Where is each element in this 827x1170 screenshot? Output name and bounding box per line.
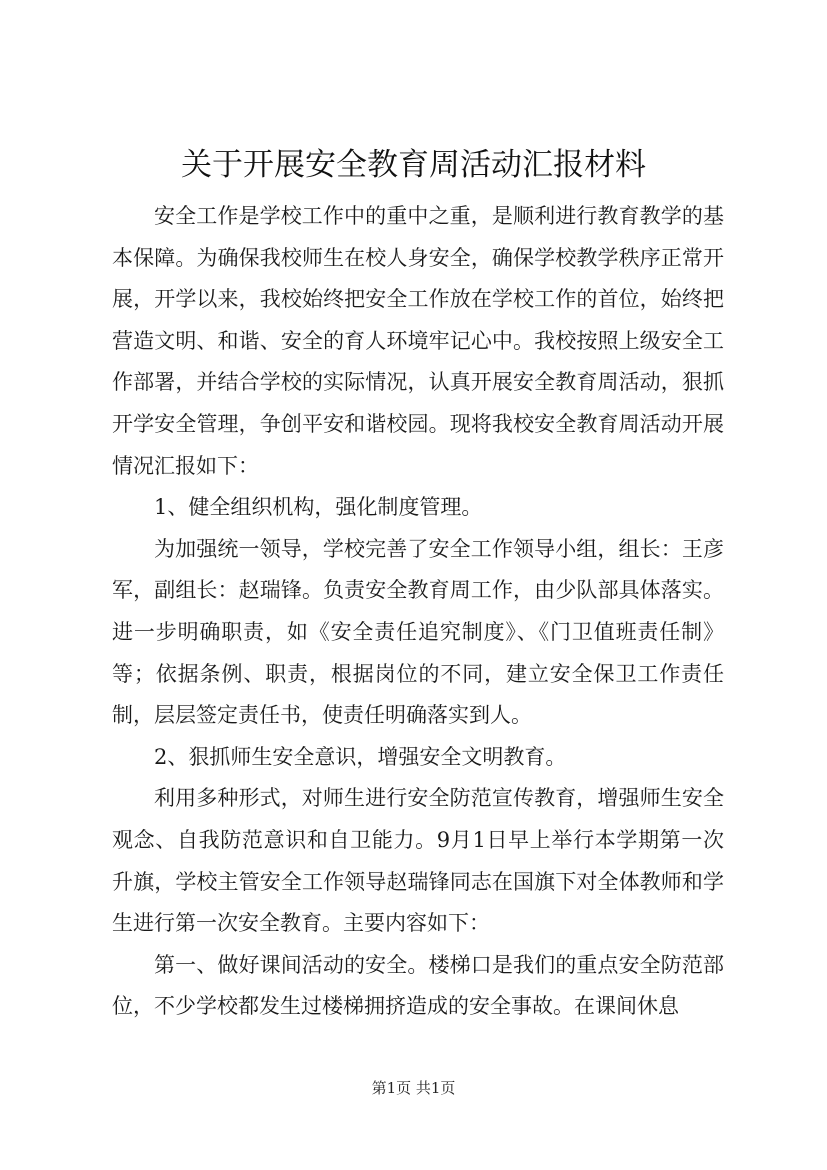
section-heading-1: 1、健全组织机构，强化制度管理。 xyxy=(154,495,483,520)
section-heading-2: 2、狠抓师生安全意识，增强安全文明教育。 xyxy=(154,744,567,769)
paragraph-first-item: 第一、做好课间活动的安全。楼梯口是我们的重点安全防范部位，不少学校都发生过楼梯拥挤造成的安全事故。在课间休息 xyxy=(112,952,724,1019)
document-body xyxy=(112,196,724,1028)
document-title: 关于开展安全教育周活动汇报材料 xyxy=(181,147,646,183)
paragraph-intro: 安全工作是学校工作中的重中之重，是顺利进行教育教学的基本保障。为确保我校师生在校人身安全，确保学校教学秩序正常开展，开学以来，我校始终把安全工作放在学校工作的首位，始终把营造文明、和谐、安全的育人环境牢记心中。我校按照上级安全工作部署，并结合学校的实际情况，认真开展安全教育周活动，狠抓开学安全管理，争创平安和谐校园。现将我校安全教育周活动开展情况汇报如下： xyxy=(112,204,724,478)
page-footer: 第1页 共1页 xyxy=(371,1079,456,1097)
paragraph-organization: 为加强统一领导，学校完善了安全工作领导小组，组长：王彦军，副组长：赵瑞锋。负责安全教育周工作，由少队部具体落实。进一步明确职责，如《安全责任追究制度》、《门卫值班责任制》等；依据条例、职责，根据岗位的不同，建立安全保卫工作责任制，层层签定责任书，使责任明确落实到人。 xyxy=(112,536,724,728)
paragraph-awareness: 利用多种形式，对师生进行安全防范宣传教育，增强师生安全观念、自我防范意识和自卫能力。9月1日早上举行本学期第一次升旗，学校主管安全工作领导赵瑞锋同志在国旗下对全体教师和学生进行第一次安全教育。主要内容如下： xyxy=(112,786,724,936)
